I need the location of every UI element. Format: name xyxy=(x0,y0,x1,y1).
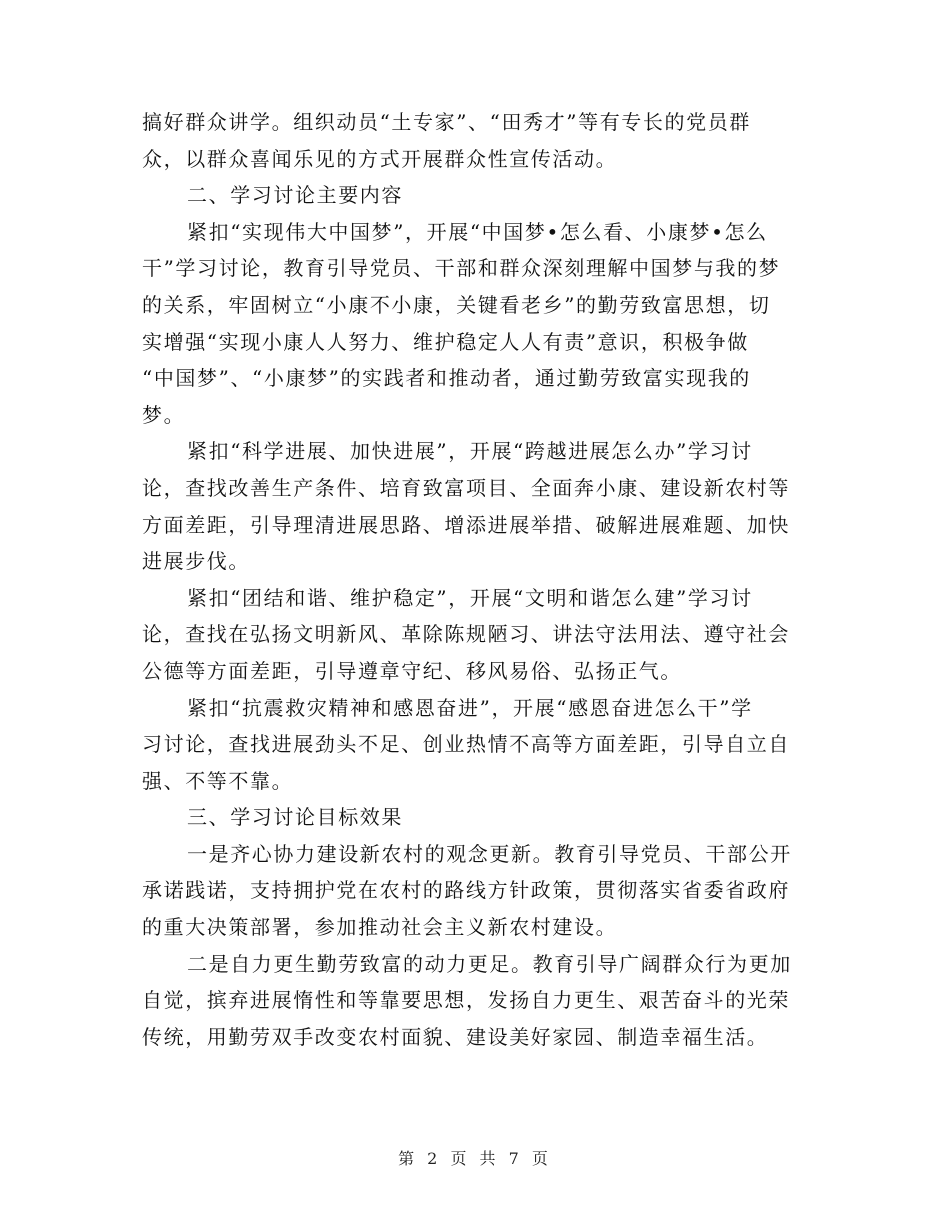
text-line: 一是齐心协力建设新农村的观念更新。教育引导党员、干部公开 xyxy=(187,841,792,866)
text-line: 紧扣“抗震救灾精神和感恩奋进”，开展“感恩奋进怎么干”学 xyxy=(187,695,753,720)
text-line: 搞好群众讲学。组织动员“土专家”、“田秀才”等有专长的党员群 xyxy=(142,110,751,134)
document-body xyxy=(142,104,802,1055)
text-line: 紧扣“科学进展、加快进展”，开展“跨越进展怎么办”学习讨 xyxy=(187,439,753,464)
text-line: “中国梦”、“小康梦”的实践者和推动者，通过勤劳致富实现我的 xyxy=(142,366,751,391)
text-line: 紧扣“实现伟大中国梦”，开展“中国梦•怎么看、小康梦•怎么 xyxy=(187,219,768,244)
text-line: 梦。 xyxy=(142,402,186,427)
text-line: 二、学习讨论主要内容 xyxy=(187,183,403,208)
text-line: 传统，用勤劳双手改变农村面貌、建设美好家园、制造幸福生活。 xyxy=(142,1024,769,1049)
text-line: 众，以群众喜闻乐见的方式开展群众性宣传活动。 xyxy=(142,146,618,171)
text-line: 自觉，摈弃进展惰性和等靠要思想，发扬自力更生、艰苦奋斗的光荣 xyxy=(142,988,790,1013)
text-line: 紧扣“团结和谐、维护稳定”，开展“文明和谐怎么建”学习讨 xyxy=(187,585,753,610)
page-number-footer: 第 2 页 共 7 页 xyxy=(398,1149,552,1168)
text-line: 习讨论，查找进展劲头不足、创业热情不高等方面差距，引导自立自 xyxy=(142,732,790,757)
text-line: 方面差距，引导理清进展思路、增添进展举措、破解进展难题、加快 xyxy=(142,512,790,537)
text-line: 进展步伐。 xyxy=(142,549,250,574)
text-line: 的重大决策部署，参加推动社会主义新农村建设。 xyxy=(142,915,618,940)
text-line: 公德等方面差距，引导遵章守纪、移风易俗、弘扬正气。 xyxy=(142,658,682,683)
text-line: 论，查找改善生产条件、培育致富项目、全面奔小康、建设新农村等 xyxy=(142,475,790,500)
text-line: 二是自力更生勤劳致富的动力更足。教育引导广阔群众行为更加 xyxy=(187,951,792,976)
text-line: 的关系，牢固树立“小康不小康，关键看老乡”的勤劳致富思想，切 xyxy=(142,292,771,317)
text-line: 三、学习讨论目标效果 xyxy=(187,805,403,830)
text-line: 论，查找在弘扬文明新风、革除陈规陋习、讲法守法用法、遵守社会 xyxy=(142,622,790,647)
text-line: 承诺践诺，支持拥护党在农村的路线方针政策，贯彻落实省委省政府 xyxy=(142,878,790,903)
text-line: 实增强“实现小康人人努力、维护稳定人人有责”意识，积极争做 xyxy=(142,329,749,354)
text-line: 干”学习讨论，教育引导党员、干部和群众深刻理解中国梦与我的梦 xyxy=(142,256,781,281)
text-line: 强、不等不靠。 xyxy=(142,768,294,793)
